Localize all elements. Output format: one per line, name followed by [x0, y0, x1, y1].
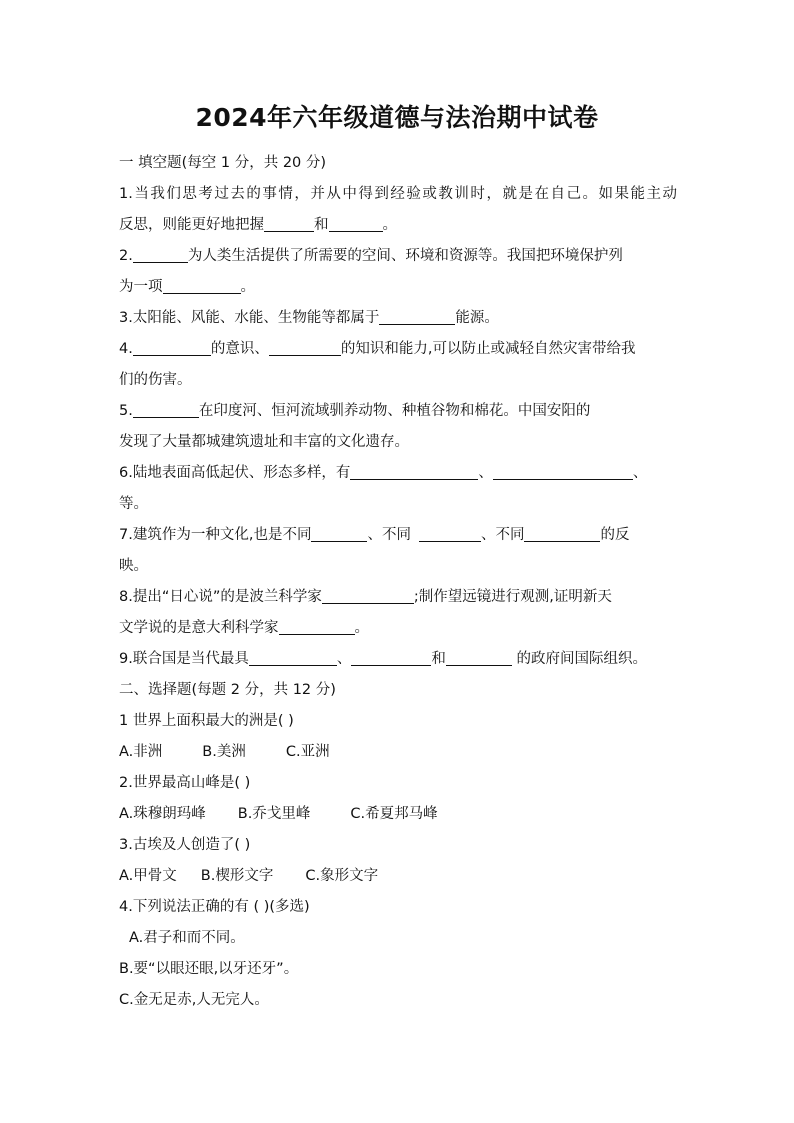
question-text: 、 [336, 651, 352, 667]
question-text: 、 [632, 465, 648, 481]
question-text: 反思，则能更好地把握 [119, 217, 264, 233]
option-a[interactable]: A.非洲 [119, 744, 163, 760]
question-text: 等。 [119, 496, 148, 512]
option-a[interactable]: A.珠穆朗玛峰 [119, 806, 206, 822]
answer-blank[interactable] [351, 648, 431, 666]
page-title: 2024年六年级道德与法治期中试卷 [195, 103, 599, 132]
question-text: 、不同 [367, 527, 411, 543]
section-heading-multiple-choice: 二、选择题(每题 2 分，共 12 分) [119, 682, 336, 698]
question-text: 、 [478, 465, 493, 481]
question-text: 1.当我们思考过去的事情，并从中得到经验或教训时，就是在自己。如果能主动 [119, 186, 677, 202]
answer-blank[interactable] [133, 400, 199, 418]
question-7-line-1 [119, 520, 677, 551]
question-text: 4. [119, 341, 133, 357]
question-6-line-2 [119, 489, 677, 520]
mc-options-1 [119, 737, 677, 768]
mc-option-4c[interactable]: C.金无足赤,人无完人。 [119, 992, 269, 1008]
question-text: 映。 [119, 558, 148, 574]
question-8-line-1 [119, 582, 677, 613]
question-2-line-1 [119, 241, 677, 272]
answer-blank[interactable] [163, 276, 241, 294]
answer-blank[interactable] [279, 617, 355, 635]
question-text: 和 [431, 651, 446, 667]
answer-blank[interactable] [350, 462, 478, 480]
question-text: 的反 [600, 527, 630, 543]
question-text: 的政府间国际组织。 [511, 651, 647, 667]
mc-options-3 [119, 861, 677, 892]
question-5-line-2 [119, 427, 677, 458]
question-text: 8.提出“日心说”的是波兰科学家 [119, 589, 322, 605]
answer-blank[interactable] [311, 524, 367, 542]
answer-blank[interactable] [322, 586, 414, 604]
question-1-line-2 [119, 210, 677, 241]
question-text: 为一项 [119, 279, 163, 295]
question-3 [119, 303, 677, 334]
answer-blank[interactable] [264, 214, 314, 232]
question-5-line-1 [119, 396, 677, 427]
question-4-line-1 [119, 334, 677, 365]
question-7-line-2 [119, 551, 677, 582]
mc-question-3: 3.古埃及人创造了( ) [119, 837, 251, 853]
answer-blank[interactable] [524, 524, 600, 542]
question-text: 。 [240, 279, 255, 295]
mc-options-2 [119, 799, 677, 830]
question-8-line-2 [119, 613, 677, 644]
question-text: 和 [314, 217, 329, 233]
option-b[interactable]: B.美洲 [202, 744, 246, 760]
answer-blank[interactable] [329, 214, 383, 232]
question-9 [119, 644, 677, 675]
question-text: 发现了大量都城建筑遗址和丰富的文化遗存。 [119, 434, 409, 450]
question-text: 。 [354, 620, 369, 636]
question-text: 们的伤害。 [119, 372, 192, 388]
question-text: ;制作望远镜进行观测,证明新天 [413, 589, 612, 605]
exam-content [119, 148, 677, 1016]
question-text: 7.建筑作为一种文化,也是不同 [119, 527, 312, 543]
answer-blank[interactable] [493, 462, 633, 480]
mc-option-4b[interactable]: B.要“以眼还眼,以牙还牙”。 [119, 961, 299, 977]
mc-option-4a[interactable]: A.君子和而不同。 [129, 930, 245, 946]
question-text: 文学说的是意大利科学家 [119, 620, 279, 636]
section-heading-fill-in: 一 填空题(每空 1 分，共 20 分) [119, 155, 327, 171]
question-text: 3.太阳能、风能、水能、生物能等都属于 [119, 310, 380, 326]
question-text: 2. [119, 248, 133, 264]
question-text: 为人类生活提供了所需要的空间、环境和资源等。我国把环境保护列 [187, 248, 623, 264]
option-b[interactable]: B.乔戈里峰 [237, 806, 311, 822]
answer-blank[interactable] [133, 338, 211, 356]
question-4-line-2 [119, 365, 677, 396]
answer-blank[interactable] [249, 648, 337, 666]
answer-blank[interactable] [269, 338, 341, 356]
question-text: 能源。 [455, 310, 499, 326]
option-c[interactable]: C.希夏邦马峰 [350, 806, 438, 822]
question-text: 6.陆地表面高低起伏、形态多样，有 [119, 465, 351, 481]
option-c[interactable]: C.象形文字 [305, 868, 379, 884]
answer-blank[interactable] [419, 524, 481, 542]
question-text: 、不同 [480, 527, 525, 543]
question-1-line-1 [119, 179, 677, 210]
question-text: 。 [382, 217, 397, 233]
question-text: 在印度河、恒河流域驯养动物、种植谷物和棉花。中国安阳的 [198, 403, 591, 419]
option-c[interactable]: C.亚洲 [285, 744, 330, 760]
question-text: 的知识和能力,可以防止或减轻自然灾害带给我 [340, 341, 636, 357]
answer-blank[interactable] [446, 648, 512, 666]
question-text: 9.联合国是当代最具 [119, 651, 249, 667]
mc-question-4: 4.下列说法正确的有 ( )(多选) [119, 899, 310, 915]
answer-blank[interactable] [379, 307, 455, 325]
question-2-line-2 [119, 272, 677, 303]
option-b[interactable]: B.楔形文字 [200, 868, 274, 884]
question-text: 的意识、 [210, 341, 269, 357]
mc-question-1: 1 世界上面积最大的洲是( ) [119, 713, 294, 729]
option-a[interactable]: A.甲骨文 [119, 868, 177, 884]
answer-blank[interactable] [133, 245, 188, 263]
mc-question-2: 2.世界最高山峰是( ) [119, 775, 251, 791]
question-text: 5. [119, 403, 133, 419]
question-6-line-1 [119, 458, 677, 489]
